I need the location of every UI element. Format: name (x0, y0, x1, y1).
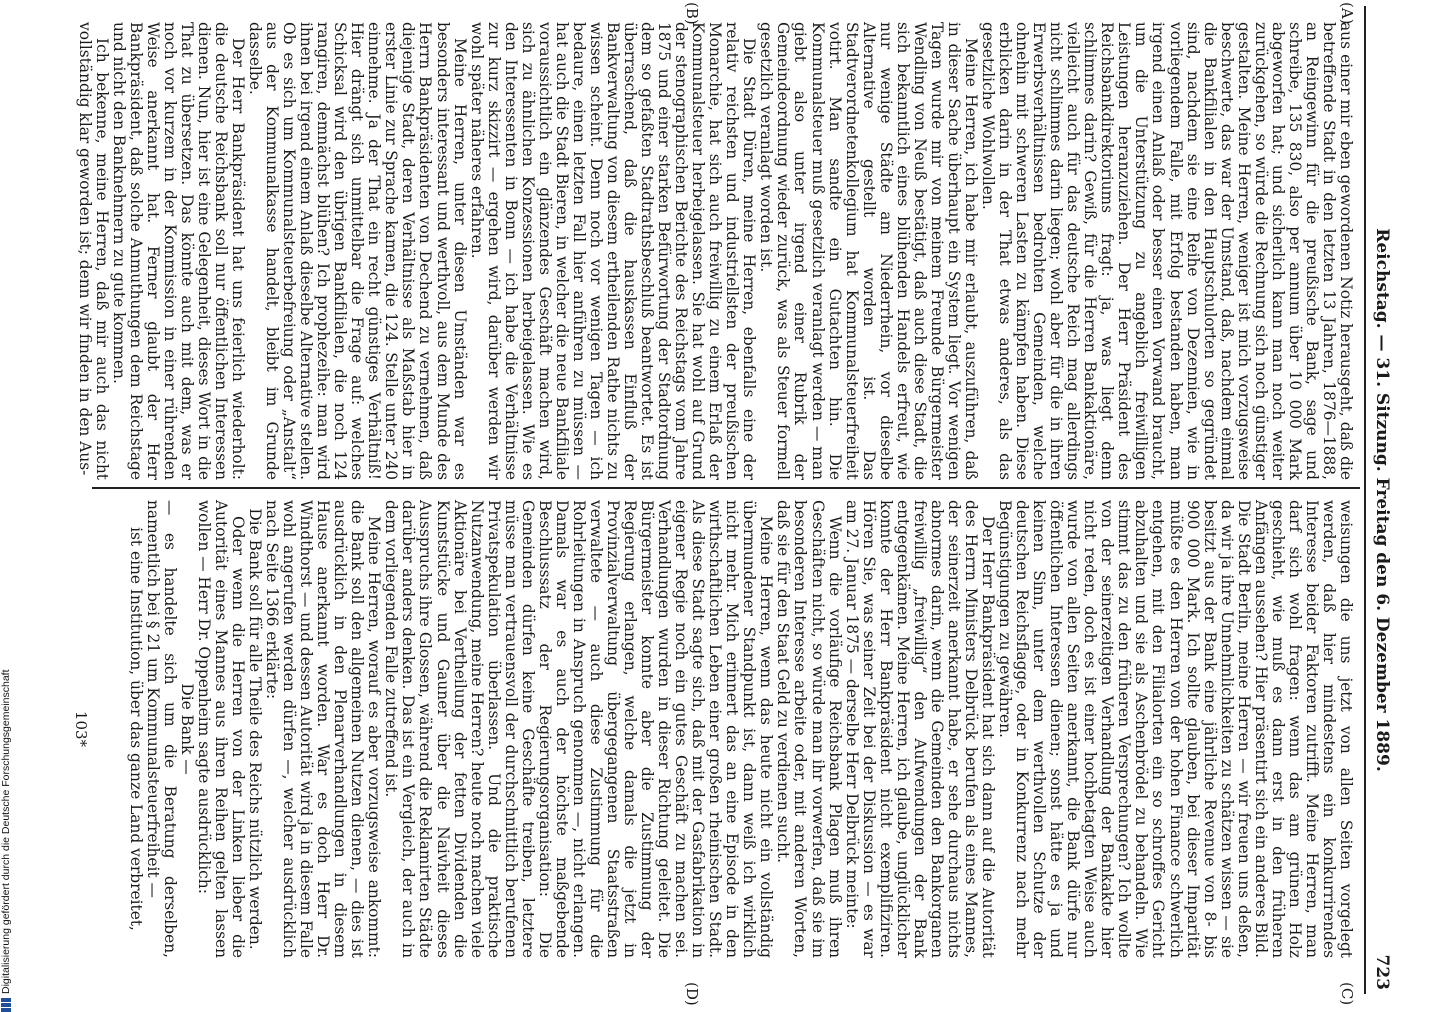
paragraph: Wenn die vorläufige Reichsbank Plagen muß ihren Geschäften nicht, so würde man ihr vorwerfen, daß sie im besonderen Interesse arbeite oder, mit anderen Worten, daß sie für den Staat Geld zu verdienen sucht. (774, 500, 844, 958)
paragraph: Meine Herren, worauf es aber vorzugsweise ankommt: die Bank soll den allgemeinen Nutzen dienen, — dies ist ausdrücklich in den Plenarverhandlungen in diesem Hause anerkannt worden. War es doch Herr Dr. Windthorst — und dessen Autorität wird ja in diesem Falle wohl angerufen werden dürfen —, welcher ausdrücklich nach Seite 1366 erklärte: (263, 500, 384, 958)
header-rule (1364, 6, 1366, 994)
paragraph: aus einer mir eben gewordenen Notiz herausgeht, daß die betreffende Stadt in den letzten 13 Jahren, 1876—1888, an Reingewinn für die preußische Bank, sage und schreibe, 135 830, also per annum über 10 000 Mark abgeworfen hat; und sicherlich kann man noch weiter zurückgehen, so würde die Rechnung sich noch günstiger gestalten. Meine Herren, weniger ist mich vorzugsweise beschwerte, das war der Umstand, daß, nachdem einmal die Bankfilialen in den Hauptschulorten so gegründet sind, nachdem sie eine Reihe von Dezennien, wie in vorliegendem Falle, mit Erfolg bestanden haben, man irgend einen Anlaß oder besser einen Vorwand braucht, um die Unterstützung zu angeblich freiwilligen Leistungen heranzuziehen. Der Herr Präsident des Reichsbankdirektoriums fragt: ja, was liegt denn schlimmes darin? Gewiß, für die Herren Bankaktionäre, vielleicht auch für das deutsche Reich mag allerdings nicht schlimmes darin liegen; wohl aber für die in ihren Erwerbsverhältnissen bedrohten Gemeinden, welche ohnehin mit schweren Lasten zu kämpfen haben. Diese erblicken darin in der That etwas anderes, als das gesetzliche Wohlwollen. (979, 22, 1355, 480)
paragraph: Ich bekenne, meine Herren, daß mir auch das nicht vollständig klar geworden ist; denn wir finden in den Aus- (75, 22, 111, 480)
page-number: 723 (1372, 954, 1392, 990)
margin-letter-b: (B) (683, 2, 701, 25)
right-text-column (104, 500, 1354, 958)
running-head (1364, 10, 1394, 990)
left-text-column (75, 22, 1355, 480)
paragraph: Der Herr Bankpräsident hat uns feierlich wiederholt: die deutsche Reichsbank soll nur öffentlichen Interessen dienen. Nun, hier ist eine Gelegenheit, dieses Wort in die That zu übersetzen. Das könnte auch mit dem, was er noch vor kurzem in der Kommission in einer rührenden Weise anerkannt hat. Ferner glaubt der Herr Bankpräsident, daß solche Anmuthungen dem Reichstage und nicht den Banknehmern zu gute kommen. (109, 22, 247, 480)
paragraph: Meine Herren, wenn das heute nicht ein vollständig übermundener Standpunkt ist, dann weiß ich wirklich nicht mehr. Mich erinnert das an eine Episode in den wirthschaftlichen Leben einer großen rheinischen Stadt. Als diese Stadt sagte sich, daß mit der Gasfabrikation in eigener Regie noch ein gutes Geschäft zu machen sei. Verhandlungen wurden in dieser Richtung geleitet. Die Bürgermeister konnte aber die Zustimmung der Regierung erlangen, welche damals die jetzt in Provinzialverwaltung übergegangenen Staatsstraßen verwaltete — auch diese Zustimmung für die Rohrleitungen in Anspruch genommen —, nicht erlangen. Damals war es auch der höchste maßgebende Beschlusssatz der Regierungsorganisation: Die Gemeinden dürfen keine Geschäfte treiben, letztere müsse man vertrauensvoll der durchschnittlich berufenen Privatspekulation überlassen. Und die praktische Nutzanwendung, meine Herren? heute noch machen viele Aktionäre bei Vertheilung der fetten Dividenden die Kunststücke und Gauner über die Naivheit dieses Ausspruchs ihre Glossen, während die Reklamirten Städte darüber anders denken. Das ist ein Vergleich, der auch in dem vorliegenden Falle zutreffend ist. (382, 500, 776, 958)
dfg-logo-icon (0, 998, 12, 1012)
paragraph: Die Bank — (177, 683, 196, 775)
paragraph: ist eine Institution, über das ganze Land verbreitet, (126, 527, 145, 931)
paragraph: — es handelte sich um die Beratung derselben, namentlich bei § 21 um Kommunalsteuerfreiheit — (143, 500, 179, 958)
margin-letter-c: (C) (1338, 982, 1356, 1006)
sheet-number: 103* (72, 710, 90, 748)
page-title: Reichstag. — 31. Sitzung. Freitag den 6. Dezember 1889. (1372, 228, 1392, 772)
paragraph: Die Stadt Düren, meine Herren, ebenfalls eine der relativ reichsten und industriellsten der preußischen Monarchie, hat sich auch freiwillig zu einem Erlaß der Kommunalsteuer herbeigelassen. Sie hat wohl auf Grund der stenographischen Berichte des Reichstags vom Jahre 1875 und einer starken Befürwortung der Stadtordnung dem so gefaßten Stadtrathsbeschluß beantwortet. Es ist überraschend, daß die hauskassen Einfluß der Bankverwaltung von diesem ertheilenden Rathe nichts zu wissen scheint. Denn noch vor wenigen Tagen — ich bedaure, einen letzten Fall hier anführen zu müssen — hat auch die Stadt Bieren, in welcher die neue Bankfiliale voraussichtlich ein glänzendes Geschäft machen wird, sich zu ähnlichen Konzessionen herbeigelassen. Wie es den Interessenten in Bonn — ich habe die Verhältnisse zur kurz skizzirt — ergehen wird, darüber werden wir wohl später näheres erfahren. (467, 22, 759, 480)
paragraph: Meine Herren, unter diesen Umständen war es besonders interessant und werthvoll, aus dem Munde des Herrn Bankpräsidenten von Dechend zu vernehmen, daß diejenige Stadt, deren Verhältnisse als Maßstab hier in erster Linie zur Sprache kamen, die 124. Stelle unter 240 einnehme. Ja der That ein recht günstiges Verhältniß! Hier drängt sich unmittelbar die Frage auf: welches Schicksal wird den übrigen Bankfilialen, die noch 124 rangiren, demnächst blühen? Ich prophezeihe: man wird ihnen bei irgend einem Anlaß dieselbe Alternative stellen. Ob es sich um Kommunalsteuerbefreiung oder „Anstalt“ aus der Kommunalkasse handelt, bleibt im Grunde dasselbe. (246, 22, 469, 480)
column-divider (92, 487, 1360, 489)
margin-letter-a: (A) (1338, 2, 1356, 25)
paragraph: weisungen die uns jetzt von allen Seiten vorgelegt werden, daß hier mindestens ein konkurrirendes Interesse beider Faktoren zutrifft. Meine Herren, man darf sich wohl fragen: wenn das am grünen Holz geschieht, wie muß es dann erst in den früheren Anfängen aussehen? Hier präsentirt sich ein anderes Bild. Die Stadt Berlin, meine Herren — wir freuen uns deßen, da wir ja ihre Unnehmlichkeiten zu schätzen wissen — sie besitzt aus der Bank eine jährliche Revenue von 8- bis 900 000 Mark. Ich sollte glauben, bei dieser Imparität müßte es den Herren von der hohen Finance schwerlich entgehen, mit den Filialorten ein so schroffes Gericht abzuhalten und sie als Aschenbrödel zu behandeln. Wie stimmt das zu den früheren Versprechungen? Ich wollte von der seinerzeitigen Verhandlung der Bankakte hier nicht reden, doch es ist einer hochbetagten Weise auch wurde von allen Seiten anerkannt, die Bank dürfe nur öffentlichen Interessen dienen; sonst hätte es ja und keinen Sinn, unter dem werthvollen Schutze der deutschen Reichsflagge, oder in Konkurrenz nach mehr Begünstigungen zu gewähren. (996, 500, 1355, 958)
digitization-credit (0, 12, 22, 1012)
paragraph: Die Bank soll für alle Theile des Reichs nützlich werden. (246, 508, 264, 950)
paragraph: Meine Herren, ich habe mir erlaubt, auszuführen, daß in dieser Sache überhaupt ein System liegt. Vor wenigen Tagen wurde mir von meinem Freunde Bürgermeister Wendling von Neuß bestätigt, daß auch diese Stadt, die sich bekanntlich eines blühenden Handels erfreut, wie nur wenige Städte am Niederrhein, vor dieselbe Alternative gestellt worden ist. Das Stadtverordnetenkollegium hat Kommunalsteuerfreiheit votirt. Man sandte ein Gutachten hin. Die Kommunalsteuer muß gesetzlich veranlagt werden — man giebt also unter irgend einer Rubrik der Gemeindeordnung wieder zurück, was als Steuer formell gesetzlich veranlagt worden ist. (757, 22, 980, 480)
paragraph: Der Herr Bankpräsident hat sich dann auf die Autorität des Herrn Ministers Delbrück berufen als eines Mannes, der seinerzeit anerkannt habe, er sehe durchaus nichts abnormes darin, wenn die Gemeinden den Bankorganen freiwillig „freiwillig“ den Aufwendungen der Bank entgegenkämen. Meine Herren, ich glaube, unglücklicher konnte der Herr Bankpräsident nicht exemplifiziren. Hören Sie, was seiner Zeit bei der Diskussion — es war am 27. Januar 1875 — derselbe Herr Delbrück meinte: (842, 500, 998, 958)
paragraph: Oder wenn die Herren von der Linken lieber die Autorität eines Mannes aus ihren Reihen gelten lassen wollen — Herr Dr. Oppenheim sagte ausdrücklich: (194, 500, 247, 958)
credit-text: Digitalisierung gefördert durch die Deutsche Forschungsgemeinschaft (0, 669, 12, 994)
margin-letter-d: (D) (683, 982, 701, 1006)
